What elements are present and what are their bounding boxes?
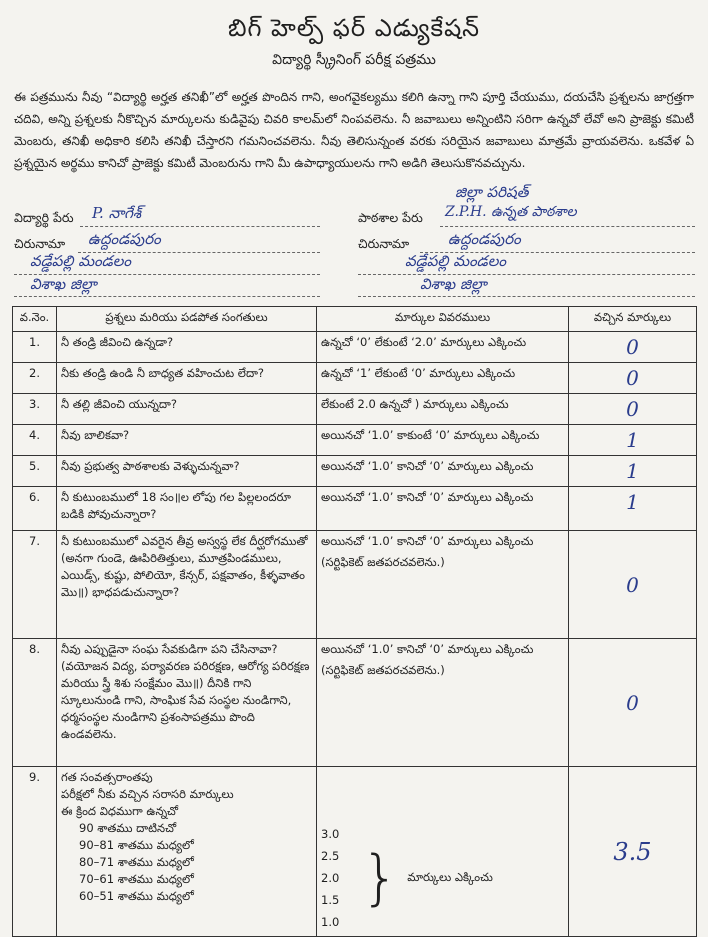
student-name-line	[80, 226, 320, 227]
q9-point: 3.0	[321, 827, 340, 841]
row-sno: 6.	[13, 487, 57, 531]
q9-line-1: గత సంవత్సరాంతపు	[61, 770, 153, 784]
student-address-label: చిరునామా	[14, 236, 66, 251]
row-sno: 7.	[13, 531, 57, 639]
school-address-1[interactable]: ఉద్దండపురం	[448, 230, 521, 248]
row-question: నీ కుటుంబములో ఎవరైన తీవ్ర అస్వస్థ లేక దీర్ఘరోగముతో (అనగా గుండె, ఊపిరితిత్తులు, మూత్రపిండములు, ఎయిడ్స్, కుష్టు, పోలియో, కేన్సర్, పక్షవాతం, కీళ్ళవాతం మొ॥) భాధపడుచున్నారా?	[57, 531, 317, 639]
row-marks[interactable]: 1	[569, 487, 697, 531]
row-marking: అయినచో ‘1.0’ కానిచో ‘0’ మార్కులు ఎక్కించు	[317, 456, 569, 487]
school-address-line-3	[358, 296, 695, 297]
school-address-2[interactable]: వడ్డేపల్లి మండలం	[405, 252, 507, 270]
row-marking-note: (సర్టిఫికెట్ జతపరచవలెను.)	[321, 555, 445, 569]
q9-band: 60–51 శాతము మధ్యలో	[79, 889, 194, 903]
table-row	[13, 363, 697, 394]
row-question: నీవు ఎప్పుడైనా సంఘ సేవకుడిగా పని చేసినావా? (వయోజన విద్య, పర్యావరణ పరిరక్షణ, ఆరోగ్య పరిరక్షణ మరియు స్త్రీ శిశు సంక్షేమం మొ॥) దీనికి గాని స్కూలునుండి గాని, సాంఘిక సేవ సంస్థల నుండిగాని, ధర్మసంస్థల నుండిగాని ప్రశంసాపత్రము పొంది ఉండవలెను.	[57, 639, 317, 767]
row-marking-cell	[317, 531, 569, 639]
row-marking-cell	[317, 639, 569, 767]
row-sno: 5.	[13, 456, 57, 487]
row-marking: అయినచో ‘1.0’ కాకుంటే ‘0’ మార్కులు ఎక్కించు	[317, 425, 569, 456]
row-sno: 2.	[13, 363, 57, 394]
q9-marking: మార్కులు ఎక్కించు	[407, 869, 493, 884]
row-marks[interactable]: 0	[569, 639, 697, 767]
student-name-label: విద్యార్థి పేరు	[14, 210, 74, 225]
school-address-3[interactable]: విశాఖ జిల్లా	[420, 275, 487, 293]
row-sno: 1.	[13, 332, 57, 363]
school-address-line-2	[358, 274, 695, 275]
row-marks[interactable]: 0	[569, 531, 697, 639]
table-row	[13, 639, 697, 767]
row-question: నీ తల్లి జీవించి యున్నదా?	[57, 394, 317, 425]
row-marking-note: (సర్టిఫికెట్ జతపరచవలెను.)	[321, 663, 445, 677]
brace-icon: }	[361, 843, 400, 913]
school-name-line	[440, 226, 695, 227]
q9-points-list	[321, 823, 361, 933]
screening-table	[12, 306, 697, 937]
q9-band: 90–81 శాతము మధ్యలో	[79, 838, 194, 852]
q9-question	[57, 767, 317, 937]
q9-marking-cell	[317, 767, 569, 937]
student-name-value[interactable]: P. నాగేశ్	[92, 204, 142, 222]
row-marking: అయినచో ‘1.0’ కానిచో ‘0’ మార్కులు ఎక్కించు	[321, 642, 534, 656]
row-marks[interactable]: 0	[569, 363, 697, 394]
student-address-1[interactable]: ఉద్దండపురం	[88, 230, 161, 248]
student-address-2[interactable]: వడ్డేపల్లి మండలం	[30, 252, 132, 270]
q9-line-3: ఈ క్రింద విధముగా ఉన్నచో	[61, 804, 179, 818]
row-sno: 3.	[13, 394, 57, 425]
school-name-value[interactable]: Z.P.H. ఉన్నత పాఠశాల	[445, 204, 577, 220]
row-marks[interactable]: 0	[569, 394, 697, 425]
header-question: ప్రశ్నలు మరియు పడపోత సంగతులు	[57, 307, 317, 332]
q9-point: 1.5	[321, 893, 340, 907]
row-marking: లేకుంటే 2.0 ఉన్నచో ) మార్కులు ఎక్కించు	[317, 394, 569, 425]
school-name-label: పాఠశాల పేరు	[358, 210, 423, 225]
header-marks: వచ్చిన మార్కులు	[569, 307, 697, 332]
row-sno: 4.	[13, 425, 57, 456]
row-marking: ఉన్నచో ‘1’ లేకుంటే ‘0’ మార్కులు ఎక్కించు	[317, 363, 569, 394]
table-row-q9	[13, 767, 697, 937]
student-address-3[interactable]: విశాఖ జిల్లా	[30, 275, 97, 293]
q9-point: 1.0	[321, 915, 340, 929]
row-sno: 9.	[13, 767, 57, 937]
header-marking: మార్కుల వివరములు	[317, 307, 569, 332]
form-title: బిగ్ హెల్ప్ ఫర్ ఎడ్యుకేషన్	[227, 14, 481, 42]
instructions-paragraph: ఈ పత్రమును నీవు “విద్యార్థి అర్హత తనిఖీ”లో అర్హత పొందిన గాని, అంగవైకల్యము కలిగి ఉన్నా గాని పూర్తి చేయుము, దయచేసి ప్రశ్నలను జాగ్రత్తగా చదివి, అన్ని ప్రశ్నలకు నీకొచ్చిన మార్కులను కుడివైపు చివరి కాలమ్‌లో నింపవలెను. నీ జవాబులు అన్నింటిని సరిగా ఉన్నవో లేవో అని ప్రాజెక్టు కమిటీ మెంబరు, తనిఖీ అధికారి కలిసి తనిఖీ చేస్తారని గమనించవలెను. నీవు తెలిసున్నంత వరకు సరియైన జవాబులు మాత్రమే వ్రాయవలెను. ఒకవేళ ఏ ప్రశ్నయైన అర్థము కానిచో ప్రాజెక్టు కమిటీ మెంబరును గాని మీ ఉపాధ్యాయులను గాని అడిగి తెలుసుకొనవచ్చును.	[14, 90, 694, 170]
school-district-value[interactable]: జిల్లా పరిషత్	[455, 183, 529, 201]
table-row	[13, 332, 697, 363]
table-row	[13, 531, 697, 639]
row-question: నీ కుటుంబములో 18 సం॥ల లోపు గల పిల్లలందరూ బడికి పోవుచున్నారా?	[57, 487, 317, 531]
row-question: నీకు తండ్రి ఉండి నీ బాధ్యత వహించుట లేదా?	[57, 363, 317, 394]
q9-line-2: పరీక్షలో నీకు వచ్చిన సరాసరి మార్కులు	[61, 787, 234, 801]
row-question: నీవు ప్రభుత్వ పాఠశాలకు వెళ్ళుచున్నవా?	[57, 456, 317, 487]
row-marks[interactable]: 0	[569, 332, 697, 363]
row-question: నీ తండ్రి జీవించి ఉన్నడా?	[57, 332, 317, 363]
q9-band: 90 శాతము దాటినచో	[79, 821, 177, 835]
table-row	[13, 456, 697, 487]
row-marking: అయినచో ‘1.0’ కానిచో ‘0’ మార్కులు ఎక్కించు	[317, 487, 569, 531]
table-row	[13, 487, 697, 531]
row-question: నీవు బాలికవా?	[57, 425, 317, 456]
q9-point: 2.5	[321, 849, 340, 863]
table-row	[13, 394, 697, 425]
q9-marks[interactable]: 3.5	[569, 767, 697, 937]
row-sno: 8.	[13, 639, 57, 767]
school-address-label: చిరునామా	[358, 236, 410, 251]
q9-point: 2.0	[321, 871, 340, 885]
table-row	[13, 425, 697, 456]
row-marking: అయినచో ‘1.0’ కానిచో ‘0’ మార్కులు ఎక్కించు	[321, 534, 534, 548]
header-sno: వ.నెం.	[13, 307, 57, 332]
q9-band: 80–71 శాతము మధ్యలో	[79, 855, 194, 869]
row-marking: ఉన్నచో ‘0’ లేకుంటే ‘2.0’ మార్కులు ఎక్కించు	[317, 332, 569, 363]
row-marks[interactable]: 1	[569, 425, 697, 456]
q9-band: 70–61 శాతము మధ్యలో	[79, 872, 194, 886]
row-marks[interactable]: 1	[569, 456, 697, 487]
form-subtitle: విద్యార్థి స్క్రీనింగ్ పరీక్ష పత్రము	[272, 52, 436, 68]
